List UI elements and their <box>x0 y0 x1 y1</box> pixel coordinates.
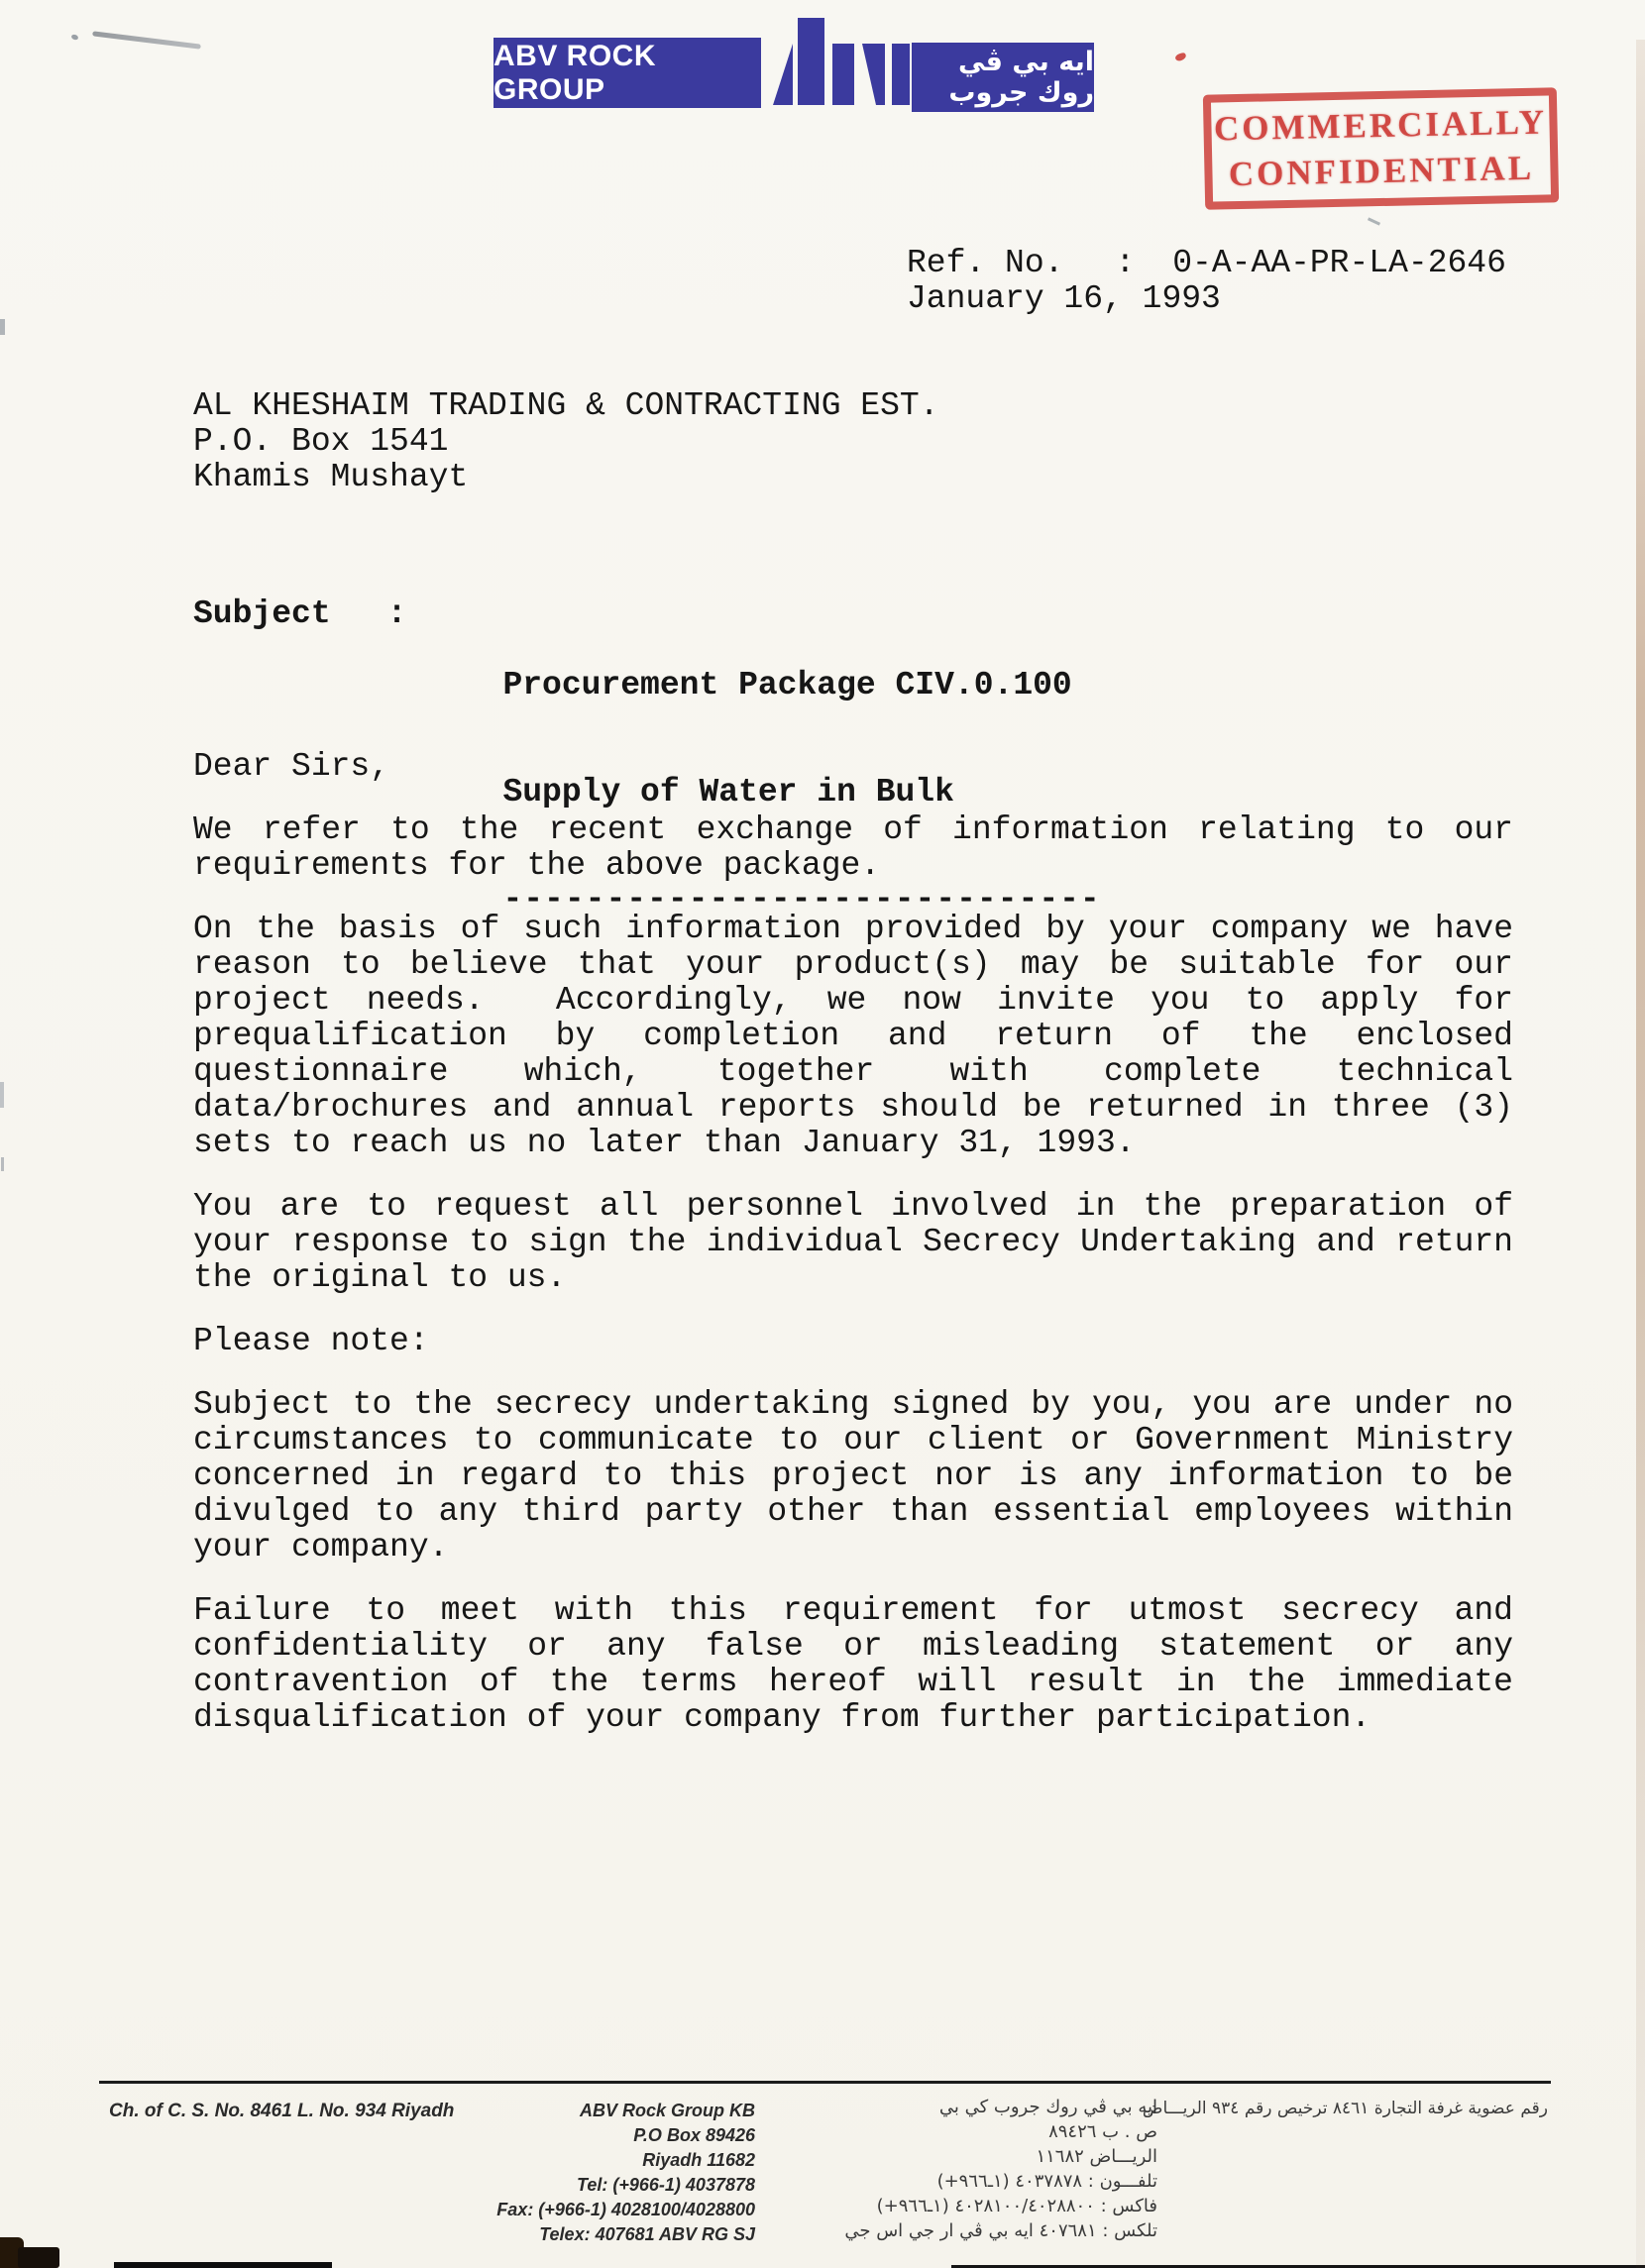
footer-company-line-arabic: ص . ب ٨٩٤٢٦ <box>1048 2121 1157 2142</box>
logo-text-english: ABV ROCK GROUP <box>494 39 657 106</box>
reference-block <box>907 246 1506 317</box>
footer-company-line-arabic: فاكس : ٤٠٢٨١٠٠/٤٠٢٨٨٠٠ (١ـ٩٦٦+) <box>876 2196 1157 2216</box>
recipient-address-line: P.O. Box 1541 <box>193 423 449 460</box>
body-line: prequalification by completion and return of the enclosed <box>193 1018 1513 1054</box>
footer-company-line: Tel: (+966-1) 4037878 <box>577 2175 755 2195</box>
body-line: your company. <box>193 1529 449 1566</box>
letter-date: January 16, 1993 <box>907 280 1221 317</box>
scan-red-speck <box>1174 52 1187 61</box>
subject-label: Subject <box>193 595 331 632</box>
logo-box-arabic <box>912 43 1094 112</box>
reference-number-line <box>907 246 1506 281</box>
footer-company-line: P.O Box 89426 <box>633 2125 755 2145</box>
scan-edge-speck <box>1 1157 4 1171</box>
footer-company-arabic <box>783 2095 1157 2243</box>
body-line: questionnaire which, together with complete technical <box>193 1053 1513 1090</box>
body-line: On the basis of such information provided by your company we have <box>193 911 1513 947</box>
body-line: Please note: <box>193 1323 429 1359</box>
scan-edge-speck <box>0 1082 4 1108</box>
subject-separator: : <box>386 595 407 632</box>
body-line: reason to believe that your product(s) may be suitable for our <box>193 946 1513 983</box>
body-line: the original to us. <box>193 1259 567 1296</box>
footer-company-line: Riyadh 11682 <box>642 2150 755 2170</box>
footer-divider <box>99 2081 1551 2084</box>
footer-company-english <box>297 2099 755 2247</box>
body-paragraph <box>193 1189 1513 1296</box>
letter-body <box>193 749 1513 1764</box>
logo-text-arabic: ايه بي ڤي روك جروب <box>948 47 1094 108</box>
footer-company-line-arabic: الريـــاض ١١٦٨٢ <box>1036 2146 1157 2167</box>
body-line: disqualification of your company from further participation. <box>193 1699 1371 1736</box>
scan-right-edge-shadow <box>1636 40 1645 2268</box>
recipient-address-line: Khamis Mushayt <box>193 459 469 495</box>
scan-edge-speck <box>0 319 5 335</box>
stamp-line-2: CONFIDENTIAL <box>1228 148 1535 194</box>
reference-number: 0-A-AA-PR-LA-2646 <box>1172 245 1506 281</box>
body-line: circumstances to communicate to our client or Government Ministry <box>193 1422 1513 1458</box>
commercially-confidential-stamp <box>1203 87 1559 209</box>
body-paragraph <box>193 1387 1513 1566</box>
body-paragraph <box>193 1324 1513 1359</box>
body-line: confidentiality or any false or misleading statement or any <box>193 1628 1513 1665</box>
scan-bottom-bar <box>114 2262 332 2268</box>
scan-corner-blob <box>18 2247 59 2268</box>
footer-registration: Ch. of C. S. No. 8461 L. No. 934 Riyadh <box>109 2101 455 2121</box>
scan-grey-tick <box>1368 217 1380 225</box>
body-line: Subject to the secrecy undertaking signed by you, you are under no <box>193 1386 1513 1423</box>
body-paragraph <box>193 1593 1513 1736</box>
body-line: requirements for the above package. <box>193 847 881 884</box>
body-line: Dear Sirs, <box>193 748 390 785</box>
footer-company-line: ABV Rock Group KB <box>579 2101 755 2120</box>
body-line: Failure to meet with this requirement for utmost secrecy and <box>193 1592 1513 1629</box>
body-line: project needs. Accordingly, we now invite you to apply for <box>193 982 1513 1019</box>
logo-box-english <box>494 38 761 108</box>
body-line: contravention of the terms hereof will result in the immediate <box>193 1664 1513 1700</box>
footer-company-line-arabic: تلفـــون : ٤٠٣٧٨٧٨ (١ـ٩٦٦+) <box>936 2171 1157 2192</box>
body-paragraph <box>193 912 1513 1161</box>
body-paragraph <box>193 749 1513 785</box>
subject-line-2: Supply of Water in Bulk <box>502 774 954 810</box>
footer-company-line-arabic: ايه بي ڤي روك جروب كي بي <box>938 2097 1157 2117</box>
body-line: divulged to any third party other than essential employees within <box>193 1493 1513 1530</box>
body-line: concerned in regard to this project nor is any information to be <box>193 1458 1513 1494</box>
subject-line-1: Procurement Package CIV.0.100 <box>502 667 1072 703</box>
body-paragraph <box>193 812 1513 884</box>
reference-label: Ref. No. <box>907 245 1064 281</box>
footer-company-line: Fax: (+966-1) 4028100/4028800 <box>496 2200 755 2219</box>
footer-company-line-arabic: تلكس : ٤٠٧٦٨١ ايه بي ڤي ار جي اس جي <box>844 2220 1157 2241</box>
body-line: We refer to the recent exchange of information relating to our <box>193 811 1513 848</box>
scan-pen-streak <box>92 31 201 49</box>
body-line: sets to reach us no later than January 31, 1993. <box>193 1125 1136 1161</box>
abv-bars-logo-icon <box>771 16 912 115</box>
scan-speck <box>70 34 78 41</box>
recipient-address <box>193 388 939 495</box>
footer-company-line: Telex: 407681 ABV RG SJ <box>539 2224 755 2244</box>
footer-license-arabic: رقم عضوية غرفة التجارة ٨٤٦١ ترخيص رقم ٩٣٤ الريـــاض <box>1142 2099 1548 2118</box>
subject-underline: ----------------------------- <box>502 881 1101 918</box>
stamp-line-1: COMMERCIALLY <box>1213 102 1548 149</box>
body-line: data/brochures and annual reports should be returned in three (3) <box>193 1089 1513 1126</box>
body-line: You are to request all personnel involved in the preparation of <box>193 1188 1513 1225</box>
recipient-address-line: AL KHESHAIM TRADING & CONTRACTING EST. <box>193 387 939 424</box>
reference-separator: : <box>1115 245 1136 281</box>
body-line: your response to sign the individual Secrecy Undertaking and return <box>193 1224 1513 1260</box>
